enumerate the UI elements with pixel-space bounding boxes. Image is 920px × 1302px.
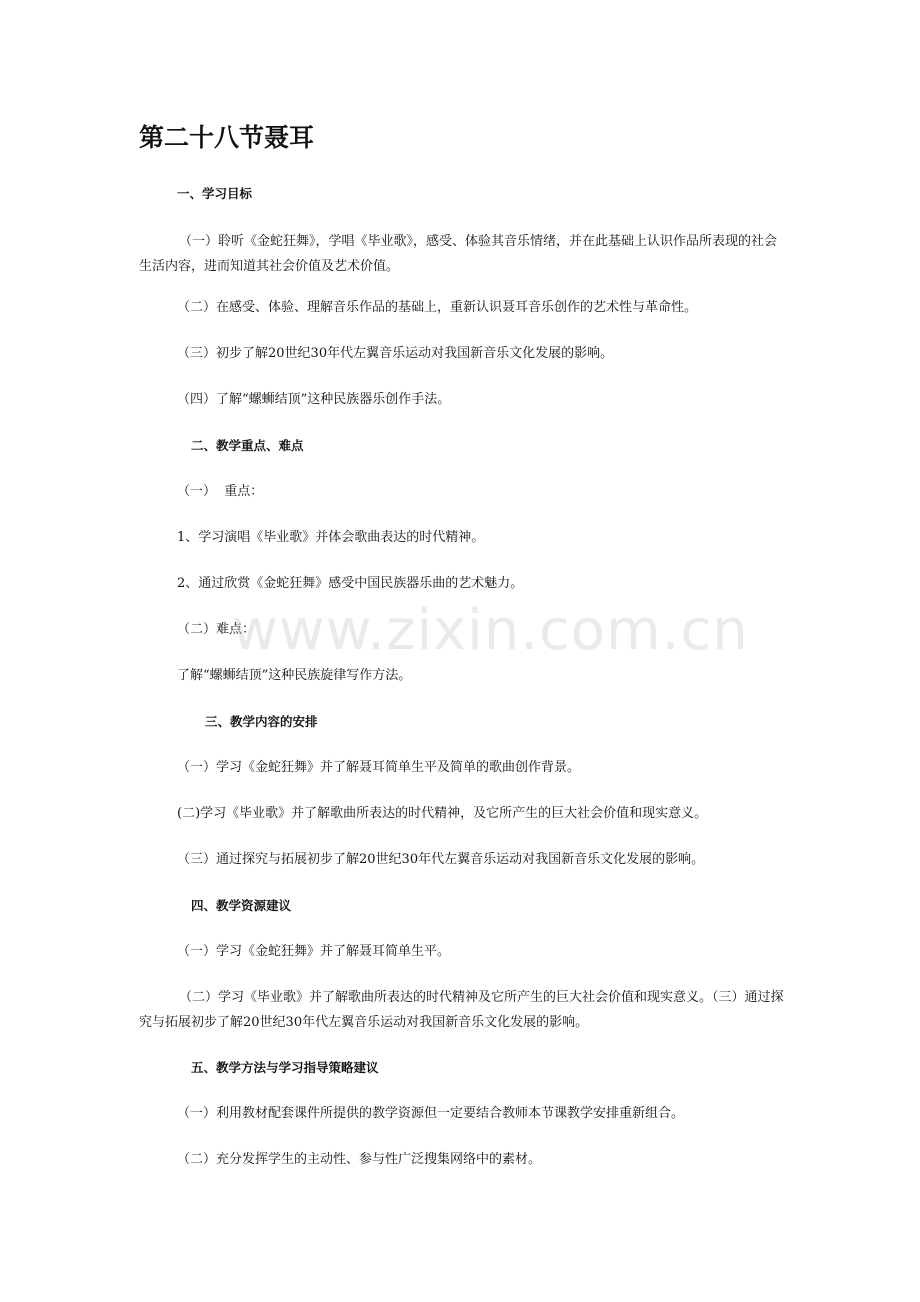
section-heading-key-points: 二、教学重点、难点 — [191, 438, 304, 453]
section-heading-content: 三、教学内容的安排 — [205, 714, 318, 729]
content-item-3: （三）通过探究与拓展初步了解20世纪30年代左翼音乐运动对我国新音乐文化发展的影响。 — [177, 852, 705, 867]
goal-paragraph-2: （二）在感受、体验、理解音乐作品的基础上，重新认识聂耳音乐创作的艺术性与革命性。 — [177, 300, 698, 315]
method-item-2: （二）充分发挥学生的主动性、参与性广泛搜集网络中的素材。 — [177, 1152, 542, 1167]
difficulty-label: （二）难点： — [177, 622, 256, 637]
page-title: 第二十八节聂耳 — [139, 123, 315, 152]
section-heading-goals: 一、学习目标 — [177, 186, 253, 201]
goal-paragraph-1: （一）聆听《金蛇狂舞》，学唱《毕业歌》，感受、体验其音乐情绪，并在此基础上认识作品所表现的社会生活内容，进而知道其社会价值及艺术价值。 — [139, 234, 778, 274]
resource-item-1: （一）学习《金蛇狂舞》并了解聂耳简单生平。 — [177, 944, 451, 959]
section-heading-resources: 四、教学资源建议 — [191, 898, 292, 913]
goal-paragraph-4: （四）了解“螺蛳结顶”这种民族器乐创作手法。 — [177, 392, 451, 407]
section-heading-methods: 五、教学方法与学习指导策略建议 — [191, 1060, 379, 1075]
key-point-1: 1、学习演唱《毕业歌》并体会歌曲表达的时代精神。 — [177, 530, 485, 545]
content-item-1: （一）学习《金蛇狂舞》并了解聂耳简单生平及简单的歌曲创作背景。 — [177, 760, 581, 775]
content-item-2: (二)学习《毕业歌》并了解歌曲所表达的时代精神，及它所产生的巨大社会价值和现实意义。 — [177, 806, 708, 821]
goal-paragraph-3: （三）初步了解20世纪30年代左翼音乐运动对我国新音乐文化发展的影响。 — [177, 346, 614, 361]
watermark-text: www.zixin.com.cn — [232, 598, 749, 663]
resource-item-2: （二）学习《毕业歌》并了解歌曲所表达的时代精神及它所产生的巨大社会价值和现实意义。（三）通过探究与拓展初步了解20世纪30年代左翼音乐运动对我国新音乐文化发展的影响。 — [139, 990, 784, 1030]
difficulty-1: 了解“螺蛳结顶”这种民族旋律写作方法。 — [177, 668, 412, 683]
key-point-2: 2、通过欣赏《金蛇狂舞》感受中国民族器乐曲的艺术魅力。 — [177, 576, 524, 591]
key-point-label: （一） 重点： — [177, 484, 264, 499]
method-item-1: （一）利用教材配套课件所提供的教学资源但一定要结合教师本节课教学安排重新组合。 — [177, 1106, 685, 1121]
